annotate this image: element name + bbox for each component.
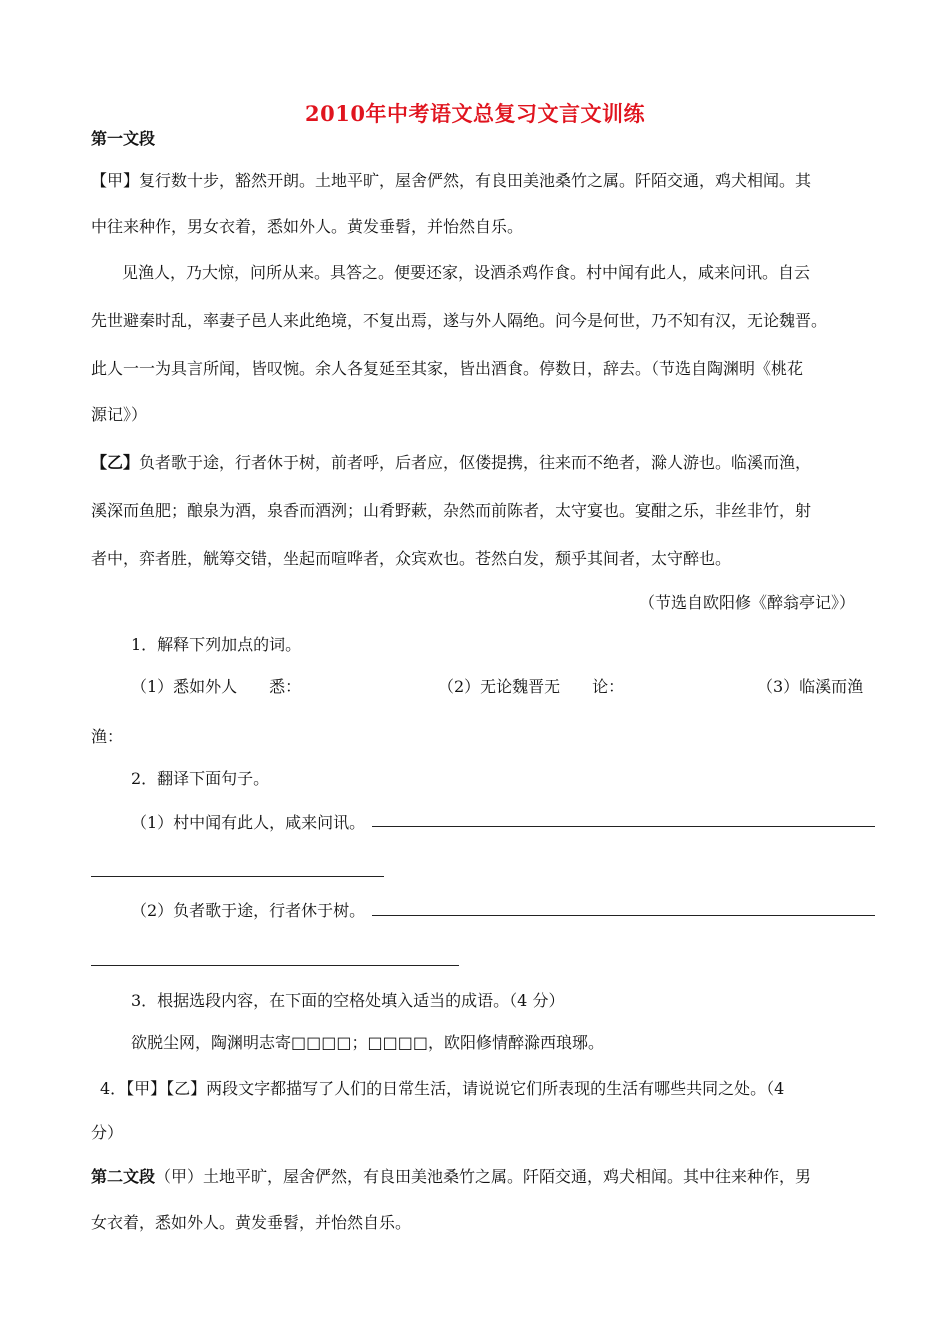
question-1-b: （2）无论魏晋无 论： xyxy=(438,677,625,696)
jia-label: 【甲】 xyxy=(91,171,140,190)
section2-line-1 xyxy=(91,1166,811,1188)
jia-p2-line-4: 源记》） xyxy=(91,405,148,424)
jia-p2-line-1: 见渔人，乃大惊，问所从来。具答之。便要还家，设酒杀鸡作食。村中闻有此人，咸来问讯。自云 xyxy=(122,263,811,282)
section2-text-1: （甲）土地平旷，屋舍俨然，有良田美池桑竹之属。阡陌交通，鸡犬相闻。其中往来种作，男 xyxy=(155,1167,812,1186)
question-1-c-answer: 渔： xyxy=(91,727,124,746)
jia-line-2: 中往来种作，男女衣着，悉如外人。黄发垂髫，并怡然自乐。 xyxy=(91,217,524,236)
section1-heading: 第一文段 xyxy=(91,129,156,148)
answer-line-2a-1[interactable] xyxy=(372,826,875,827)
question-4-line-2: 分） xyxy=(91,1123,124,1142)
yi-text-1: 负者歌于途，行者休于树，前者呼，后者应，伛偻提携，往来而不绝者，滁人游也。临溪而渔， xyxy=(139,453,812,472)
question-2-a: （1）村中闻有此人，咸来问讯。 xyxy=(131,813,366,832)
question-3: 3．根据选段内容，在下面的空格处填入适当的成语。（4 分） xyxy=(131,991,565,1010)
question-2: 2．翻译下面句子。 xyxy=(131,769,270,788)
question-1: 1．解释下列加点的词。 xyxy=(131,635,302,654)
question-3-line: 欲脱尘网，陶渊明志寄□□□□；□□□□，欧阳修情醉滁西琅琊。 xyxy=(131,1033,604,1052)
question-4-line-1: 4．【甲】【乙】两段文字都描写了人们的日常生活，请说说它们所表现的生活有哪些共同之处。（4 xyxy=(100,1079,785,1098)
jia-p2-line-3: 此人一一为具言所闻，皆叹惋。余人各复延至其家，皆出酒食。停数日，辞去。（节选自陶渊明《桃花 xyxy=(91,359,804,378)
yi-label: 【乙】 xyxy=(91,453,140,472)
yi-source: （节选自欧阳修《醉翁亭记》） xyxy=(638,593,855,612)
yi-line-1 xyxy=(91,452,811,474)
question-1-c: （3）临溪而渔 xyxy=(757,677,864,696)
jia-text-1: 复行数十步，豁然开朗。土地平旷，屋舍俨然，有良田美池桑竹之属。阡陌交通，鸡犬相闻。其 xyxy=(139,171,812,190)
page-title: 2010年中考语文总复习文言文训练 xyxy=(305,101,645,126)
answer-line-2b-2[interactable] xyxy=(91,965,459,966)
yi-line-2: 溪深而鱼肥；酿泉为酒，泉香而酒洌；山肴野蔌，杂然而前陈者，太守宴也。宴酣之乐，非丝非竹，射 xyxy=(91,501,812,520)
section2-line-2: 女衣着，悉如外人。黄发垂髫，并怡然自乐。 xyxy=(91,1213,412,1232)
answer-line-2b-1[interactable] xyxy=(372,915,875,916)
yi-line-3: 者中，弈者胜，觥筹交错，坐起而喧哗者，众宾欢也。苍然白发，颓乎其间者，太守醉也。 xyxy=(91,549,732,568)
question-1-a: （1）悉如外人 悉： xyxy=(131,677,302,696)
question-2-b: （2）负者歌于途，行者休于树。 xyxy=(131,901,366,920)
jia-line-1 xyxy=(91,170,811,192)
jia-p2-line-2: 先世避秦时乱，率妻子邑人来此绝境，不复出焉，遂与外人隔绝。问今是何世，乃不知有汉，无论魏晋。 xyxy=(91,311,828,330)
section2-heading: 第二文段 xyxy=(91,1167,156,1186)
answer-line-2a-2[interactable] xyxy=(91,876,384,877)
